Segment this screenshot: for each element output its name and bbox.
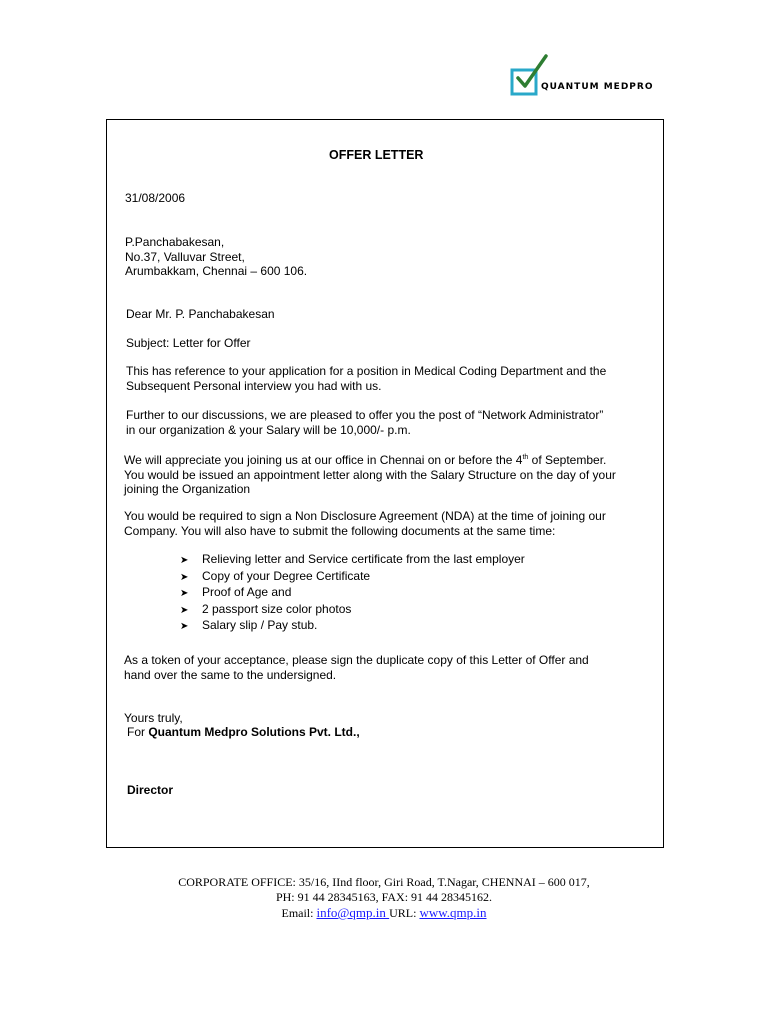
- company-signoff: [127, 725, 360, 740]
- address-line: Arumbakkam, Chennai – 600 106.: [125, 264, 308, 278]
- list-item: [180, 552, 525, 569]
- address-line: No.37, Valluvar Street,: [125, 249, 245, 264]
- list-item: [180, 569, 525, 586]
- list-item-text: Relieving letter and Service certificate from the last employer: [202, 552, 525, 566]
- email-label: Email:: [281, 906, 317, 920]
- footer-phone: PH: 91 44 28345163, FAX: 91 44 28345162.: [275, 890, 493, 904]
- url-label: URL:: [389, 906, 420, 920]
- letter-date: 31/08/2006: [125, 191, 186, 205]
- arrow-bullet-icon: ➤: [180, 621, 189, 632]
- logo-text: QUANTUM MEDPRO: [541, 82, 654, 92]
- arrow-bullet-icon: ➤: [180, 555, 189, 566]
- joining-text: We will appreciate you joining us at our office in Chennai on or before the 4: [124, 453, 523, 467]
- list-item-text: Copy of your Degree Certificate: [202, 568, 371, 583]
- list-item-text: 2 passport size color photos: [202, 601, 352, 616]
- recipient-address: [125, 235, 307, 279]
- paragraph-line: Subsequent Personal interview you had with us.: [126, 378, 382, 393]
- paragraph-joining: [124, 451, 616, 497]
- paragraph-line: You would be issued an appointment letter along with the Salary Structure on the day of your: [124, 467, 616, 482]
- paragraph-line: Company. You will also have to submit the following documents at the same time:: [124, 523, 556, 538]
- paragraph-line: in our organization & your Salary will be 10,000/- p.m.: [126, 422, 411, 437]
- footer-contact: [0, 905, 768, 921]
- subject-line: Subject: Letter for Offer: [126, 336, 251, 350]
- paragraph-offer: [126, 408, 603, 437]
- email-link[interactable]: info@qmp.in: [316, 905, 390, 920]
- signatory-title: Director: [127, 783, 174, 797]
- closing: Yours truly,: [124, 711, 183, 725]
- footer-address: CORPORATE OFFICE: 35/16, IInd floor, Giri Road, T.Nagar, CHENNAI – 600 017,: [178, 875, 590, 889]
- arrow-bullet-icon: ➤: [180, 571, 189, 583]
- list-item-text: Salary slip / Pay stub.: [202, 618, 318, 632]
- documents-list: [180, 552, 525, 635]
- paragraph-line: [124, 451, 616, 468]
- list-item: [180, 585, 525, 602]
- paragraph-acceptance: [124, 653, 589, 682]
- joining-text-end: of September.: [528, 453, 607, 467]
- paragraph-line: You would be required to sign a Non Disclosure Agreement (NDA) at the time of joining our: [124, 509, 606, 523]
- arrow-bullet-icon: ➤: [180, 588, 189, 599]
- list-item: [180, 618, 525, 635]
- letter-title: OFFER LETTER: [329, 148, 424, 162]
- address-line: P.Panchabakesan,: [125, 235, 225, 249]
- for-prefix: For: [127, 725, 149, 739]
- list-item-text: Proof of Age and: [202, 585, 292, 599]
- salutation: Dear Mr. P. Panchabakesan: [126, 307, 275, 321]
- company-name: Quantum Medpro Solutions Pvt. Ltd.,: [148, 725, 360, 739]
- paragraph-nda: [124, 509, 606, 538]
- paragraph-line: As a token of your acceptance, please sign the duplicate copy of this Letter of Offer and: [124, 653, 589, 667]
- company-logo: [510, 54, 660, 98]
- paragraph-line: This has reference to your application for a position in Medical Coding Department and the: [126, 364, 607, 378]
- website-link[interactable]: www.qmp.in: [419, 905, 487, 920]
- paragraph-reference: [126, 364, 606, 393]
- paragraph-line: Further to our discussions, we are pleased to offer you the post of “Network Administrator”: [126, 408, 604, 422]
- paragraph-line: hand over the same to the undersigned.: [124, 667, 337, 682]
- arrow-bullet-icon: ➤: [180, 604, 189, 616]
- paragraph-line: joining the Organization: [124, 482, 251, 496]
- list-item: [180, 602, 525, 619]
- ordinal-suffix: th: [522, 454, 529, 461]
